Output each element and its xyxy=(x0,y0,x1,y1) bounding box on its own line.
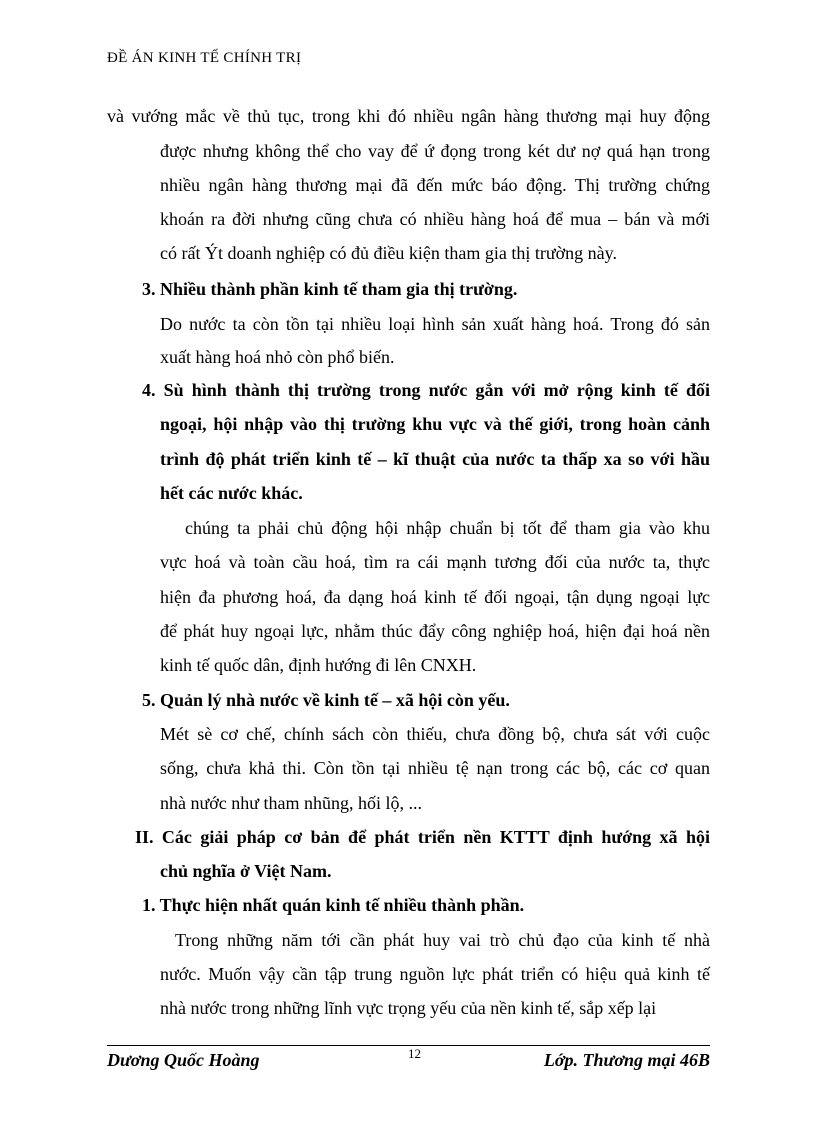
body-line: Mét sè cơ chế, chính sách còn thiếu, chưa đồng bộ, chưa sát với cuộc xyxy=(160,724,710,744)
footer-class: Lớp. Thương mại 46B xyxy=(543,1050,710,1070)
section-heading: 3. Nhiều thành phần kinh tế tham gia thị trường. xyxy=(142,279,518,299)
body-line: chúng ta phải chủ động hội nhập chuẩn bị tốt để tham gia vào khu xyxy=(185,518,710,538)
body-line: Do nước ta còn tồn tại nhiều loại hình sản xuất hàng hoá. Trong đó sản xyxy=(160,314,710,334)
section-heading: 5. Quản lý nhà nước về kinh tế – xã hội còn yếu. xyxy=(142,690,510,710)
section-heading: trình độ phát triển kinh tế – kĩ thuật của nước ta thấp xa so với hầu xyxy=(160,449,710,469)
body-line: có rất Ýt doanh nghiệp có đủ điều kiện tham gia thị trường này. xyxy=(160,243,617,263)
body-line: nhà nước như tham nhũng, hối lộ, ... xyxy=(160,793,423,813)
footer-author: Dương Quốc Hoàng xyxy=(107,1050,260,1070)
body-line: vực hoá và toàn cầu hoá, tìm ra cái mạnh tương đối của nước ta, thực xyxy=(160,552,710,572)
section-heading: 1. Thực hiện nhất quán kinh tế nhiều thành phần. xyxy=(142,895,525,915)
body-line: nhà nước trong những lĩnh vực trọng yếu của nền kinh tế, sắp xếp lại xyxy=(160,998,657,1018)
body-line: được nhưng không thể cho vay để ứ đọng trong két dư nợ quá hạn trong xyxy=(160,141,710,161)
page-number: 12 xyxy=(408,1046,421,1061)
chapter-heading: II. Các giải pháp cơ bản để phát triển nền KTTT định hướng xã hội xyxy=(135,827,710,847)
section-heading: 4. Sù hình thành thị trường trong nước gắn với mở rộng kinh tế đối xyxy=(142,380,710,400)
body-line: kinh tế quốc dân, định hướng đi lên CNXH. xyxy=(160,655,477,675)
body-line: xuất hàng hoá nhỏ còn phổ biến. xyxy=(160,347,395,367)
body-line: nhiều ngân hàng thương mại đã đến mức báo động. Thị trường chứng xyxy=(160,175,710,195)
section-heading: ngoại, hội nhập vào thị trường khu vực và thế giới, trong hoàn cảnh xyxy=(160,414,710,434)
body-line: để phát huy ngoại lực, nhằm thúc đẩy công nghiệp hoá, hiện đại hoá nền xyxy=(160,621,710,641)
section-heading: hết các nước khác. xyxy=(160,483,303,503)
body-line: sống, chưa khả thi. Còn tồn tại nhiều tệ nạn trong các bộ, các cơ quan xyxy=(160,758,710,778)
body-line: Trong những năm tới cần phát huy vai trò chủ đạo của kinh tế nhà xyxy=(175,930,710,950)
page-header: ĐỀ ÁN KINH TẾ CHÍNH TRỊ xyxy=(107,50,302,66)
body-line: nước. Muốn vậy cần tập trung nguồn lực phát triển có hiệu quả kinh tế xyxy=(160,964,710,984)
body-line: khoán ra đời nhưng cũng chưa có nhiều hàng hoá để mua – bán và mới xyxy=(160,209,710,229)
body-line: hiện đa phương hoá, đa dạng hoá kinh tế đối ngoại, tận dụng ngoại lực xyxy=(160,587,710,607)
chapter-heading: chủ nghĩa ở Việt Nam. xyxy=(160,861,332,881)
body-line: và vướng mắc về thủ tục, trong khi đó nhiều ngân hàng thương mại huy động xyxy=(107,106,710,126)
